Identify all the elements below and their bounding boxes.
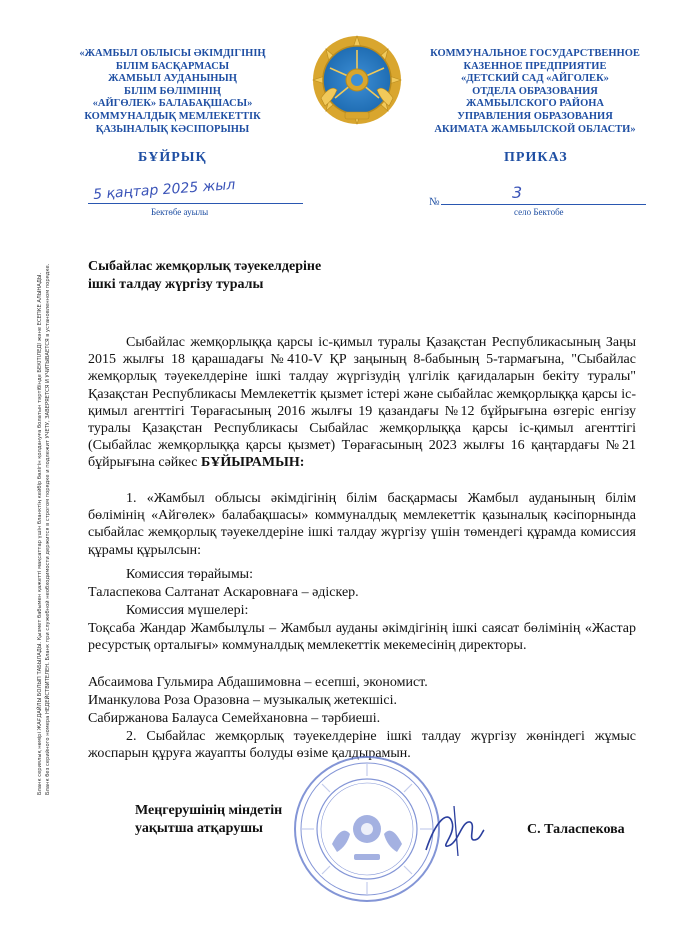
header-right bbox=[415, 48, 655, 136]
number-handwritten: 3 bbox=[512, 183, 523, 202]
header-left-line: ҚАЗЫНАЛЫҚ КӘСІПОРЫНЫ bbox=[95, 123, 250, 135]
order-heading-kz: БҰЙРЫҚ bbox=[138, 150, 207, 165]
title-line: ішкі талдау жүргізу туралы bbox=[88, 277, 264, 292]
signature-icon bbox=[418, 800, 488, 860]
side-microtext bbox=[31, 263, 57, 795]
header-left-line: КОММУНАЛДЫҚ МЕМЛЕКЕТТІК bbox=[84, 110, 261, 122]
signatory-name: С. Таласпекова bbox=[527, 822, 625, 837]
title-line: Сыбайлас жемқорлық тәуекелдеріне bbox=[88, 259, 322, 274]
member-2: Абсаимова Гульмира Абдашимовна – есепші, экономист. bbox=[88, 675, 428, 690]
order-heading-ru: ПРИКАЗ bbox=[504, 150, 568, 165]
side-text-line-1: Бланк сериялық нөмірі ЖАҒДАЙЛЫ БОЛЫП ТАБЫЛАДЫ. Қызмет бабымен қажетті мақсаттар үшін бланктің кейбір бөлігін қолдануға болатын тәртібінде БЕКІТІЛЕДІ және ЕСЕПКЕ АЛЫНАДЫ. bbox=[37, 272, 43, 795]
preamble-text: Сыбайлас жемқорлыққа қарсы іс-қимыл туралы Қазақстан Республикасының Заңы 2015 жылғы 18 қарашадағы №410-V ҚР заңының 8-бабының 5-тармағына, "Сыбайлас жемқорлық тәуекелдеріне ішкі талдау жүргізудің үлгілік қағидаларын бекіту туралы" Қазақстан Республикасы Мемлекеттік қызмет істері және сыбайлас жемқорлыққа қарсы іс-қимыл агенттігі Төрағасының 2016 жылғы 19 қазандағы №12 бұйрығына өзгеріс енгізу туралы Қазақстан Республикасы Сыбайлас жемқорлыққа қарсы іс-қимыл агенттігі (Сыбайлас жемқорлыққа қарсы қызмет) Төрағасының 2023 жылғы 16 қаңтардағы №21 бұйрығына сәйкес bbox=[88, 335, 636, 471]
document-title bbox=[88, 258, 408, 294]
item-1: 1. «Жамбыл облысы әкімдігінің білім басқармасы Жамбыл ауданының білім бөлімінің «Айгөлек» балабақшасы» коммуналдық мемлекеттік қазыналық кәсіпорнында сыбайлас жемқорлық тәуекелдеріне ішкі талдау жүргізу үшін төмендегі құрамда комиссия құрамы құрылсын: bbox=[88, 491, 636, 558]
signatory-title-line: уақытша атқарушы bbox=[135, 821, 263, 836]
order-word: БҰЙЫРАМЫН: bbox=[201, 455, 305, 471]
chair-name: Таласпекова Салтанат Аскаровнаға – әдіскер. bbox=[88, 585, 359, 600]
state-emblem-icon bbox=[307, 28, 407, 128]
header-left-line: «ЖАМБЫЛ ОБЛЫСЫ ӘКІМДІГІНІҢ bbox=[79, 48, 266, 59]
header-right-line: ОТДЕЛА ОБРАЗОВАНИЯ bbox=[472, 85, 598, 97]
member-3: Иманкулова Роза Оразовна – музыкалық жетекшісі. bbox=[88, 693, 397, 708]
place-kz: Бектөбе ауылы bbox=[151, 207, 209, 217]
header-left bbox=[70, 48, 275, 136]
header-right-line: «ДЕТСКИЙ САД «АЙГОЛЕК» bbox=[461, 73, 609, 85]
header-left-line: БІЛІМ БАСҚАРМАСЫ bbox=[115, 60, 230, 72]
signatory-title bbox=[135, 802, 282, 838]
header-right-line: КОММУНАЛЬНОЕ ГОСУДАРСТВЕННОЕ bbox=[430, 48, 640, 59]
header-left-line: ЖАМБЫЛ АУДАНЫНЫҢ bbox=[108, 73, 237, 85]
signatory-title-line: Меңгерушінің міндетін bbox=[135, 803, 283, 818]
header-right-line: ЖАМБЫЛСКОГО РАЙОНА bbox=[465, 98, 604, 110]
member-4: Сабиржанова Балауса Семейхановна – тәрбиеші. bbox=[88, 711, 381, 726]
header-left-line: «АЙГӨЛЕК» БАЛАБАҚШАСЫ» bbox=[92, 98, 253, 110]
side-text-line-2: Бланк без серийного номера НЕДЕЙСТВИТЕЛЕН. Бланк при служебной необходимости держится в строгом порядке и подлежит УЧЕТУ, ЗАВЕРЯЕТСЯ И УЧИТЫВАЕТСЯ в установленном порядке. bbox=[45, 263, 51, 795]
member-1: Тоқсаба Жандар Жамбылұлы – Жамбыл ауданы әкімдігінің ішкі саясат бөлімінің «Жастар ресурстық орталығы» коммуналдық мемлекеттік мекемесінің директоры. bbox=[88, 621, 636, 654]
header-left-line: БІЛІМ БӨЛІМІНІҢ bbox=[124, 85, 221, 97]
header-right-line: КАЗЕННОЕ ПРЕДПРИЯТИЕ bbox=[463, 60, 607, 72]
place-ru: село Бектобе bbox=[514, 207, 564, 217]
date-handwritten: 5 қаңтар 2025 жыл bbox=[92, 177, 236, 203]
item-2: 2. Сыбайлас жемқорлық тәуекелдеріне ішкі талдау жүргізу жөніндегі жұмыс жоспарын құруға жауапты болуды өзіме қалдырамын. bbox=[88, 729, 636, 762]
date-underline bbox=[88, 203, 303, 204]
number-underline bbox=[441, 204, 646, 205]
members-label: Комиссия мүшелері: bbox=[126, 603, 249, 618]
number-label: № bbox=[429, 196, 440, 208]
preamble-paragraph bbox=[88, 334, 636, 472]
header-right-line: УПРАВЛЕНИЯ ОБРАЗОВАНИЯ bbox=[457, 110, 613, 122]
header-right-line: АКИМАТА ЖАМБЫЛСКОЙ ОБЛАСТИ» bbox=[434, 123, 636, 135]
chair-label: Комиссия төрайымы: bbox=[126, 567, 253, 582]
